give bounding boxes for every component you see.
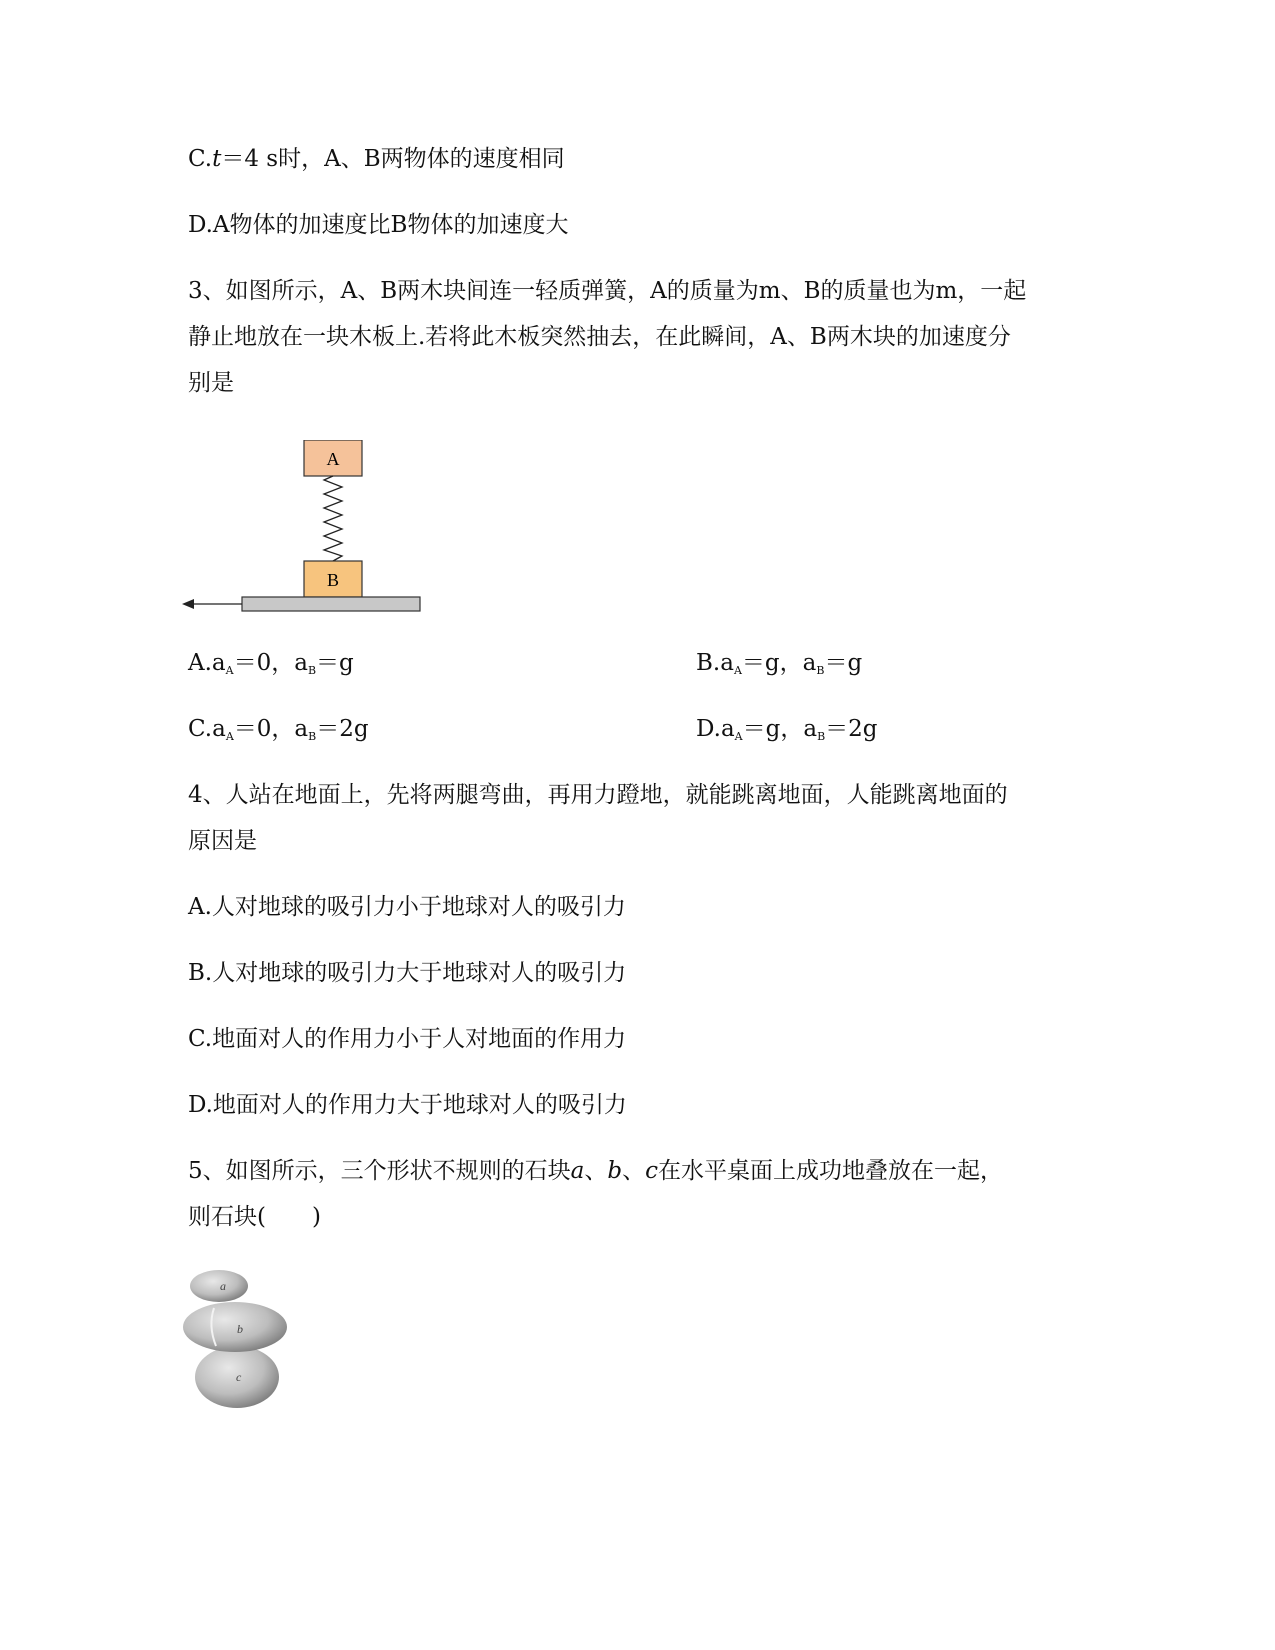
q4-stem-line2: 原因是: [188, 828, 257, 854]
q3-option-d: $D.a_A=g$，$a_B=2g$: [696, 716, 878, 743]
pull-arrow-head: [182, 599, 194, 609]
q3-option-a: $A.a_A=0$，$a_B=g$: [188, 650, 354, 677]
spring: [324, 476, 342, 561]
q5-stem-line1: 5、如图所示，三个形状不规则的石块a、b、c在水平桌面上成功地叠放在一起，: [188, 1158, 1003, 1184]
q4-option-c: C.地面对人的作用力小于人对地面的作用力: [188, 1026, 627, 1052]
stone-b-label: b: [237, 1322, 243, 1336]
q2-option-c: C.t＝4 s时，A、B两物体的速度相同: [188, 146, 565, 172]
q3-option-c: $C.a_A=0$，$a_B=2g$: [188, 716, 369, 743]
q3-stem-line1: 3、如图所示，A、B两木块间连一轻质弹簧，A的质量为m、B的质量也为m，一起: [188, 278, 1027, 304]
stone-a-label: a: [220, 1279, 226, 1293]
q4-option-a: A.人对地球的吸引力小于地球对人的吸引力: [188, 894, 626, 920]
q4-stem-line1: 4、人站在地面上，先将两腿弯曲，再用力蹬地，就能跳离地面，人能跳离地面的: [188, 782, 1008, 808]
q5-var-b: b: [607, 1158, 623, 1184]
board: [242, 597, 420, 611]
block-b-label: B: [326, 570, 340, 590]
q5-var-c: c: [645, 1158, 658, 1184]
stone-c-label: c: [236, 1370, 242, 1384]
q3-stem-line2: 静止地放在一块木板上.若将此木板突然抽去，在此瞬间，A、B两木块的加速度分: [188, 324, 1011, 350]
stacked-stones-figure: [180, 1268, 310, 1418]
q3-option-b: $B.a_A=g$，$a_B=g$: [696, 650, 863, 677]
q5-var-a: a: [570, 1158, 585, 1184]
q5-stem-line2: 则石块( ): [188, 1204, 321, 1230]
q2-option-d: D.A物体的加速度比B物体的加速度大: [188, 212, 569, 238]
spring-blocks-figure: [180, 440, 430, 640]
q4-option-b: B.人对地球的吸引力大于地球对人的吸引力: [188, 960, 627, 986]
stone-b: [183, 1302, 287, 1352]
q4-option-d: D.地面对人的作用力大于地球对人的吸引力: [188, 1092, 627, 1118]
block-a-label: A: [326, 449, 340, 469]
stone-a: [190, 1270, 248, 1302]
q3-stem-line3: 别是: [188, 370, 234, 396]
q2-var-t: t: [212, 146, 222, 172]
